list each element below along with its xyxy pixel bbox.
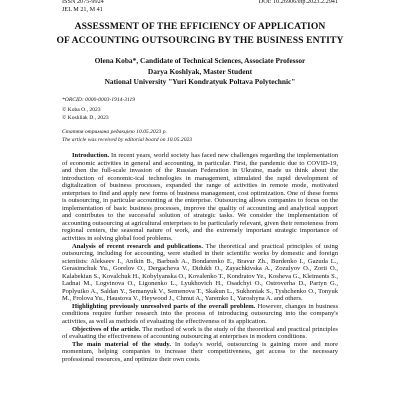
received-note-uk: Стаття отримана редакцією 10.05.2023 р. (62, 129, 167, 135)
paragraph-text: The method of work is the study of the theoretical and practical principles of evaluating the effectiveness of accounting outsourcing at enterprises in modern conditions. (62, 325, 338, 341)
author-line: Olena Koba*, Candidate of Technical Sciences, Associate Professor (94, 56, 306, 65)
paragraph-analysis (62, 243, 338, 303)
section-label: Analysis of recent research and publications. (72, 242, 203, 250)
section-label: Highlighting previously unresolved parts of the overall problem. (72, 302, 256, 310)
author-line: Darya Koshlyak, Master Student (147, 66, 253, 76)
paragraph-unresolved (62, 303, 338, 326)
copyright-line: © Koshliak D., 2023 (62, 115, 109, 121)
doi-text: DOI: 10.26906/eip.2023.2.2941 (258, 0, 338, 5)
paragraph-introduction (62, 152, 338, 243)
running-header (62, 0, 338, 10)
affiliation-line: National University "Yuri Kondratyuk Poltava Polytechnic" (104, 77, 296, 86)
article-title (40, 20, 360, 48)
section-label: Introduction. (72, 152, 110, 159)
paragraph-text: However, changes in business conditions require further research into the process of introducing outsourcing into the company's activities, as well as methods of evaluating the effectiveness of its application. (62, 302, 338, 326)
author-block (40, 56, 360, 88)
article-body (62, 152, 338, 363)
title-line: ASSESSMENT OF THE EFFICIENCY OF APPLICATION (74, 21, 326, 32)
paragraph-text: The theoretical and practical principles of using outsourcing, including for accounting, were studied in their scientific works by domestic and foreign scientists: Alekseev I., Anikin B., Barbush A., Bondarenko E., Bravar Zh., Burdenko I., Gazuda L., Gerasimchuk Yu., Gorelov O., Dergacheva V., Didukh O., Zayachkivska A., Zozulyov O., Zorii O., Kalabekian S., Kovalchuk H., Kobylyanska O., Kovalenko T., Kondratov Ye., Kosheva G., Kleiments S., Ladnai M., Logvinova O., Ligonenko L., Lyukhovich H., Osadchyi O., Ostroverha D., Partyn G., Poplyuiko A., Saldan Y., Semanyuk V., Semenova T., Skakun L., Sukhoniak S., Tyshchenko O., Tonyuk M., Frolova Yu., Haustova V., Heywood J., Chmut A., Yaremko I., Yaroshyna A. and others. (62, 242, 338, 303)
copyright-line: © Koba O., 2023 (62, 107, 101, 113)
paragraph-text: In today's world, outsourcing is gaining more and more momentum, helping companies to increase their competitiveness, get access to the necessary professional resources, and optimize their own costs. (62, 340, 339, 363)
section-label: The main material of the study. (72, 340, 171, 348)
section-label: Objectives of the article. (72, 325, 141, 333)
paragraph-objectives (62, 326, 338, 341)
jel-codes: JEL M 21, M 41 (62, 6, 103, 13)
orcid-note: *ORCID: 0000-0003-1914-3119 (62, 97, 136, 103)
paragraph-text: In recent years, world society has faced new challenges regarding the implementation of economic activities in general and accounting, in particular. First, the pandemic due to COVID-19, and then the full-scale invasion of the Russian Federation in Ukraine, made us think about the introduction of economic-ical technologies in management, stimulated the rapid development of digitalization of business processes, expanded the range of activities in remote mode, motivated enterprises to find and apply new forms of business management, cost optimization. One of these forms is outsourcing, in particular accounting at the enterprise. Outsourcing allows companies to focus on the implementation of basic business processes, improve the quality of accounting and analytical support and contributes to the successful solution of strategic tasks. We consider the implementation of accounting outsourcing at agricultural enterprises to be particularly relevant, given their remoteness from regional centers, the seasonal nature of work, and the extremely important strategic importance of activities in solving global food problems. (62, 152, 338, 243)
received-note-en: The article was received by editorial board on 10.05.2023 (62, 137, 193, 143)
paragraph-main-material (62, 341, 338, 364)
issn-text: ISSN 2075-9924 (62, 0, 104, 5)
title-line: OF ACCOUNTING OUTSOURCING BY THE BUSINESS ENTITY (56, 35, 344, 46)
